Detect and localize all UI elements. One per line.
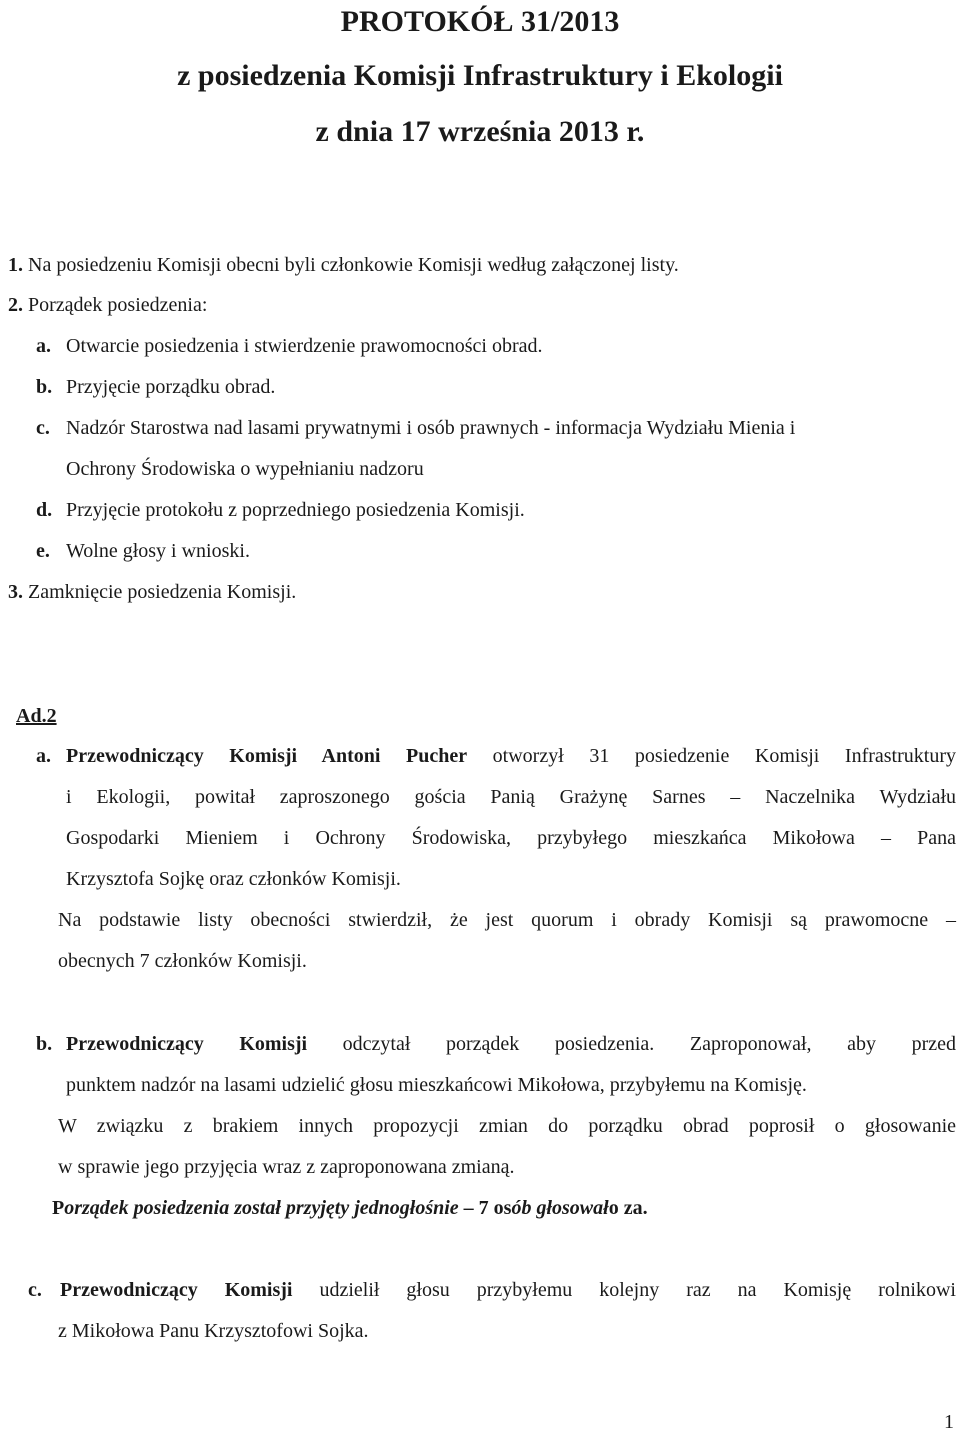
ad2-a-quorum-line2: obecnych 7 członków Komisji.	[58, 950, 307, 972]
ad2-b-label: b.	[36, 1033, 53, 1055]
ad2-a-line1: Przewodniczący Komisji Antoni Pucher otworzył 31 posiedzenie Komisji Infrastruktury	[66, 745, 956, 767]
list-item-1: 1. Na posiedzeniu Komisji obecni byli członkowie Komisji według załączonej listy.	[8, 254, 679, 276]
list-item-3: 3. Zamknięcie posiedzenia Komisji.	[8, 581, 297, 603]
agenda-c-text-line2: Ochrony Środowiska o wypełnianiu nadzoru	[66, 458, 424, 480]
ad2-c-label: c.	[28, 1279, 42, 1301]
agenda-e-text: Wolne głosy i wnioski.	[66, 540, 250, 562]
document-date: z dnia 17 września 2013 r.	[315, 115, 645, 148]
section-heading-ad2: Ad.2	[16, 705, 57, 727]
page-number: 1	[944, 1411, 954, 1433]
ad2-a-line2: i Ekologii, powitał zaproszonego gościa Panią Grażynę Sarnes – Naczelnika Wydziału	[66, 786, 956, 808]
ad2-c-line1: Przewodniczący Komisji udzielił głosu przybyłemu kolejny raz na Komisję rolnikowi	[60, 1279, 956, 1301]
list-item-2: 2. Porządek posiedzenia:	[8, 294, 208, 316]
agenda-a-text: Otwarcie posiedzenia i stwierdzenie prawomocności obrad.	[66, 335, 543, 357]
agenda-e-label: e.	[36, 540, 50, 562]
ad2-b-vote-result: Porządek posiedzenia został przyjęty jednogłośnie – 7 osób głosowało za.	[52, 1197, 648, 1219]
ad2-b-vote-line2: w sprawie jego przyjęcia wraz z zaproponowana zmianą.	[58, 1156, 515, 1178]
document-subtitle: z posiedzenia Komisji Infrastruktury i Ekologii	[177, 59, 783, 92]
agenda-a-label: a.	[36, 335, 51, 357]
agenda-b-label: b.	[36, 376, 53, 398]
agenda-c-label: c.	[36, 417, 50, 439]
ad2-a-line3: Gospodarki Mieniem i Ochrony Środowiska, przybyłego mieszkańca Mikołowa – Pana	[66, 827, 956, 849]
ad2-b-line1: Przewodniczący Komisji odczytał porządek posiedzenia. Zaproponował, aby przed	[66, 1033, 956, 1055]
ad2-a-line4: Krzysztofa Sojkę oraz członków Komisji.	[66, 868, 401, 890]
ad2-a-label: a.	[36, 745, 51, 767]
agenda-b-text: Przyjęcie porządku obrad.	[66, 376, 276, 398]
ad2-b-line2: punktem nadzór na lasami udzielić głosu mieszkańcowi Mikołowa, przybyłemu na Komisję.	[66, 1074, 807, 1096]
agenda-d-text: Przyjęcie protokołu z poprzedniego posiedzenia Komisji.	[66, 499, 525, 521]
ad2-c-line2: z Mikołowa Panu Krzysztofowi Sojka.	[58, 1320, 369, 1342]
agenda-d-label: d.	[36, 499, 53, 521]
ad2-a-quorum-line1: Na podstawie listy obecności stwierdził, że jest quorum i obrady Komisji są prawomocne –	[58, 909, 956, 931]
document-title: PROTOKÓŁ 31/2013	[340, 5, 620, 38]
agenda-c-text-line1: Nadzór Starostwa nad lasami prywatnymi i osób prawnych - informacja Wydziału Mienia i	[66, 417, 796, 439]
ad2-b-vote-line1: W związku z brakiem innych propozycji zmian do porządku obrad poprosił o głosowanie	[58, 1115, 956, 1137]
